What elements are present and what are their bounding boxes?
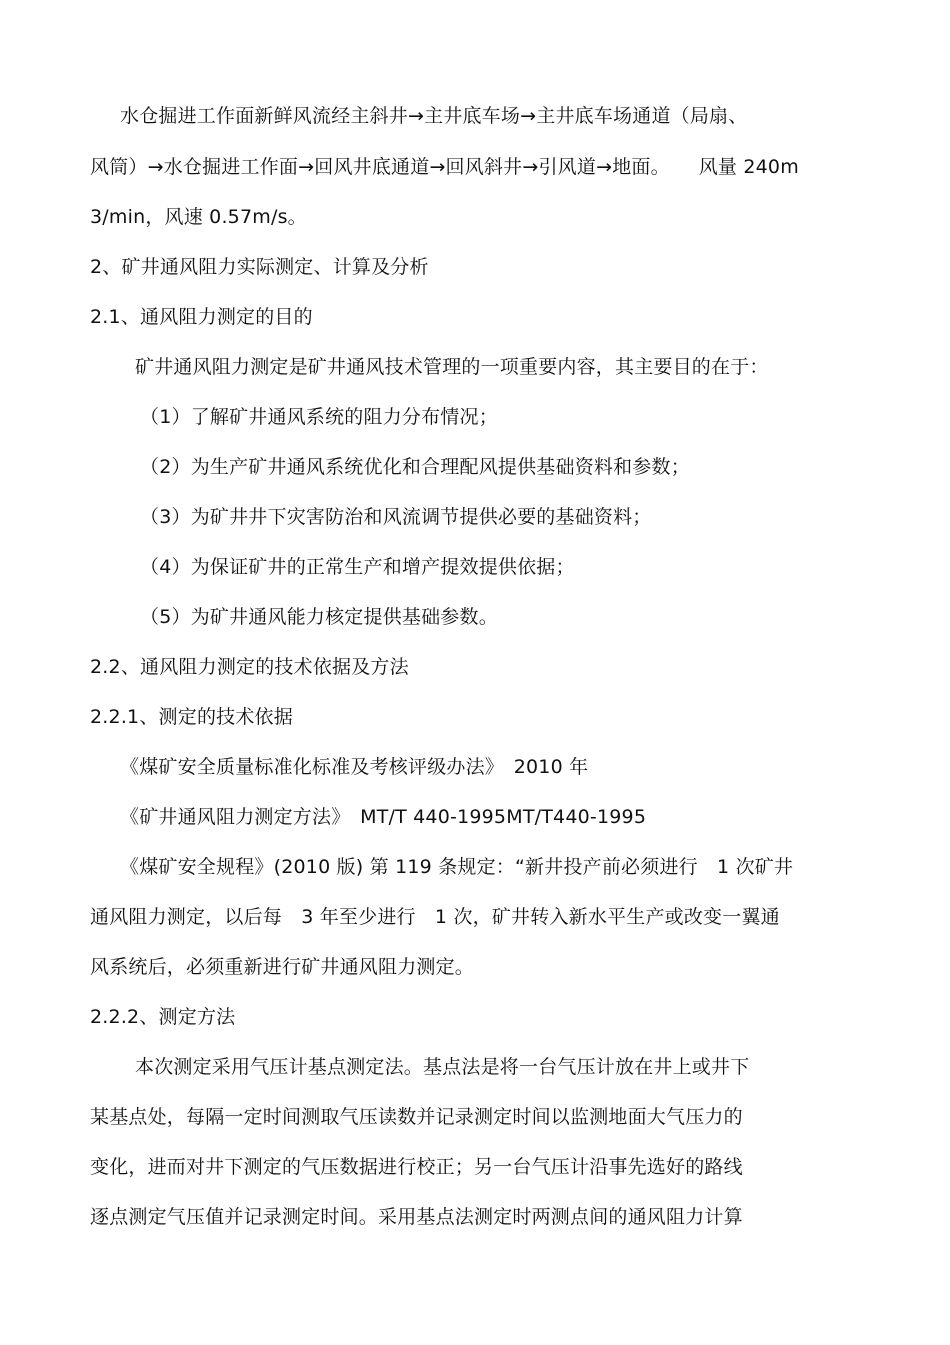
reference-line: 《煤矿安全规程》(2010 版) 第 119 条规定：“新井投产前必须进行 1 次矿井 (120, 856, 794, 878)
body-paragraph-line: 变化，进而对井下测定的气压数据进行校正；另一台气压计沿事先选好的路线 (90, 1156, 743, 1178)
body-paragraph-line: 某基点处，每隔一定时间测取气压读数并记录测定时间以监测地面大气压力的 (90, 1106, 743, 1128)
list-item: （5）为矿井通风能力核定提供基础参数。 (140, 606, 498, 628)
list-item: （2）为生产矿井通风系统优化和合理配风提供基础资料和参数； (140, 456, 690, 478)
body-paragraph-line: 3/min，风速 0.57m/s。 (90, 206, 307, 228)
subsection-heading: 2.1、通风阻力测定的目的 (90, 306, 313, 328)
subsection-heading: 2.2.1、测定的技术依据 (90, 706, 293, 728)
body-paragraph-line: 本次测定采用气压计基点测定法。基点法是将一台气压计放在井上或井下 (135, 1056, 750, 1078)
list-item: （4）为保证矿井的正常生产和增产提效提供依据； (140, 556, 575, 578)
body-paragraph-line: 矿井通风阻力测定是矿井通风技术管理的一项重要内容，其主要目的在于： (135, 356, 769, 378)
reference-line: 《煤矿安全质量标准化标准及考核评级办法》 2010 年 (120, 756, 589, 778)
body-paragraph-line: 风系统后，必须重新进行矿井通风阻力测定。 (90, 956, 475, 978)
body-paragraph-line: 逐点测定气压值并记录测定时间。采用基点法测定时两测点间的通风阻力计算 (90, 1206, 743, 1228)
list-item: （1）了解矿井通风系统的阻力分布情况； (140, 406, 498, 428)
body-paragraph-line: 水仓掘进工作面新鲜风流经主斜井→主井底车场→主井底车场通道（局扇、 (120, 105, 748, 127)
body-paragraph-line: 风筒）→水仓掘进工作面→回风井底通道→回风斜井→引风道→地面。 风量 240m (90, 156, 799, 178)
list-item: （3）为矿井井下灾害防治和风流调节提供必要的基础资料； (140, 506, 652, 528)
reference-line: 《矿井通风阻力测定方法》 MT/T 440-1995MT/T440-1995 (120, 806, 647, 828)
subsection-heading: 2.2、通风阻力测定的技术依据及方法 (90, 656, 409, 678)
subsection-heading: 2.2.2、测定方法 (90, 1006, 236, 1028)
section-heading: 2、矿井通风阻力实际测定、计算及分析 (90, 256, 429, 278)
body-paragraph-line: 通风阻力测定，以后每 3 年至少进行 1 次，矿井转入新水平生产或改变一翼通 (90, 906, 780, 928)
